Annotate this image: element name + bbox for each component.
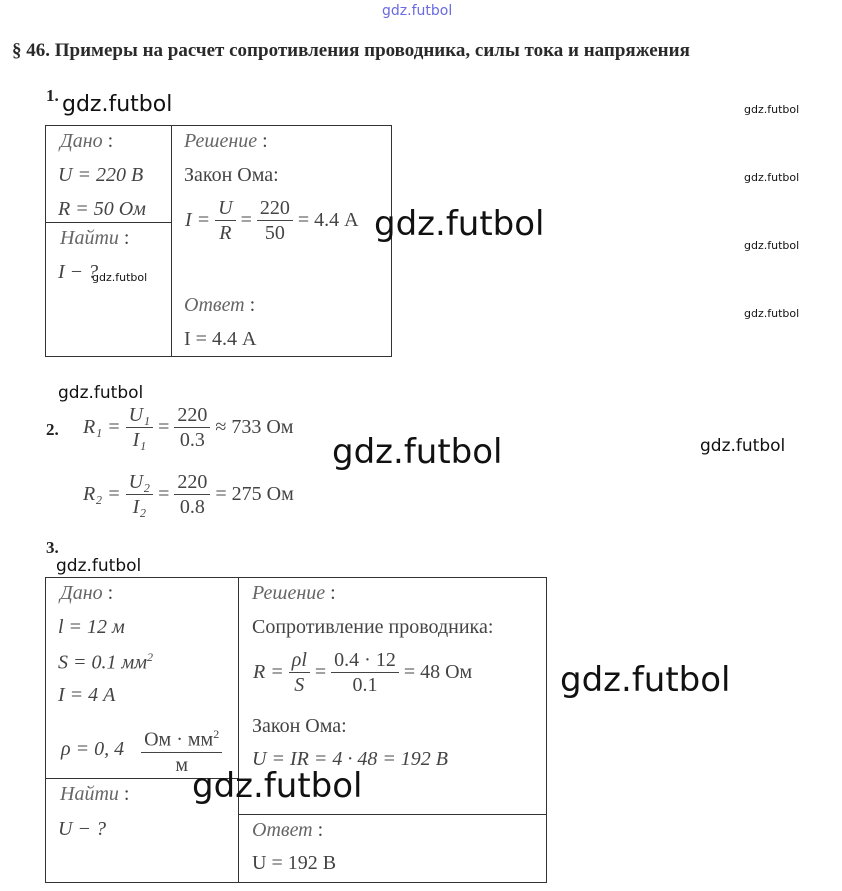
- find-label: Найти :: [60, 783, 130, 805]
- table-divider: [238, 814, 546, 815]
- problem-2-number: 2.: [46, 420, 59, 439]
- given-area: S = 0.1 $мм^2$: [58, 650, 154, 674]
- problem-1-table: [45, 125, 392, 357]
- given-resistance: R = 50 Ом: [58, 198, 146, 220]
- given-label: Дано :: [60, 130, 114, 152]
- watermark: gdz.futbol: [56, 556, 142, 576]
- watermark: gdz.futbol: [744, 239, 800, 252]
- answer-label: Ответ :: [184, 294, 256, 316]
- answer-value: U = 192 В: [252, 852, 337, 874]
- watermark-top: gdz.futbol: [382, 3, 453, 19]
- problem-2-line-1: R₁ = $\frac{\text{U₁}}{\text{I₁}}$ = $\frac{220}{0.3}$ ≈ 733 Ом: [83, 404, 294, 451]
- table-divider: [171, 126, 172, 356]
- voltage-formula: U = IR = 4 · 48 = 192 В: [252, 748, 449, 770]
- ohm-law-formula: I = $\frac{U}{R}$ = $\frac{220}{50}$ = 4.4 А: [185, 197, 359, 244]
- given-voltage: U = 220 В: [58, 164, 144, 186]
- watermark: gdz.futbol: [744, 171, 800, 184]
- find-label: Найти :: [60, 227, 130, 249]
- watermark: gdz.futbol: [92, 271, 148, 284]
- answer-value: I = 4.4 А: [184, 328, 257, 350]
- resistance-text: Сопротивление проводника:: [252, 616, 494, 638]
- given-label: Дано :: [60, 582, 114, 604]
- watermark: gdz.futbol: [62, 92, 173, 117]
- problem-2-line-2: R₂ = $\frac{\text{U₂}}{\text{I₂}}$ = $\frac{220}{0.8}$ = 275 Ом: [83, 471, 294, 518]
- solution-label: Решение :: [252, 582, 336, 604]
- given-length: l = 12 м: [58, 616, 125, 638]
- find-value: U − ?: [58, 818, 106, 840]
- answer-label: Ответ :: [252, 819, 324, 841]
- find-value: I − ?: [58, 261, 99, 283]
- watermark: gdz.futbol: [560, 660, 731, 700]
- problem-1-number: 1.: [46, 86, 59, 105]
- ohm-law-text: Закон Ома:: [184, 164, 279, 186]
- given-resistivity: ρ = 0, 4 $\frac{Ом \cdot мм^2}{м}$: [58, 722, 224, 777]
- watermark: gdz.futbol: [58, 383, 144, 403]
- resistance-formula: R = $\frac{\rho l}{S}$ = $\frac{0.4 \cdot 12}{0.1}$ = 48 Ом: [253, 649, 473, 696]
- solution-label: Решение :: [184, 130, 268, 152]
- watermark: gdz.futbol: [332, 432, 503, 472]
- section-title: § 46. Примеры на расчет сопротивления проводника, силы тока и напряжения: [12, 40, 690, 61]
- problem-3-table: [45, 577, 547, 883]
- table-divider: [46, 222, 171, 223]
- watermark: gdz.futbol: [744, 103, 800, 116]
- watermark: gdz.futbol: [374, 204, 545, 244]
- problem-3-number: 3.: [46, 538, 59, 557]
- watermark: gdz.futbol: [700, 436, 786, 456]
- ohm-law-text: Закон Ома:: [252, 715, 347, 737]
- watermark: gdz.futbol: [744, 307, 800, 320]
- watermark: gdz.futbol: [192, 766, 363, 806]
- given-current: I = 4 А: [58, 684, 116, 706]
- table-divider: [238, 578, 239, 882]
